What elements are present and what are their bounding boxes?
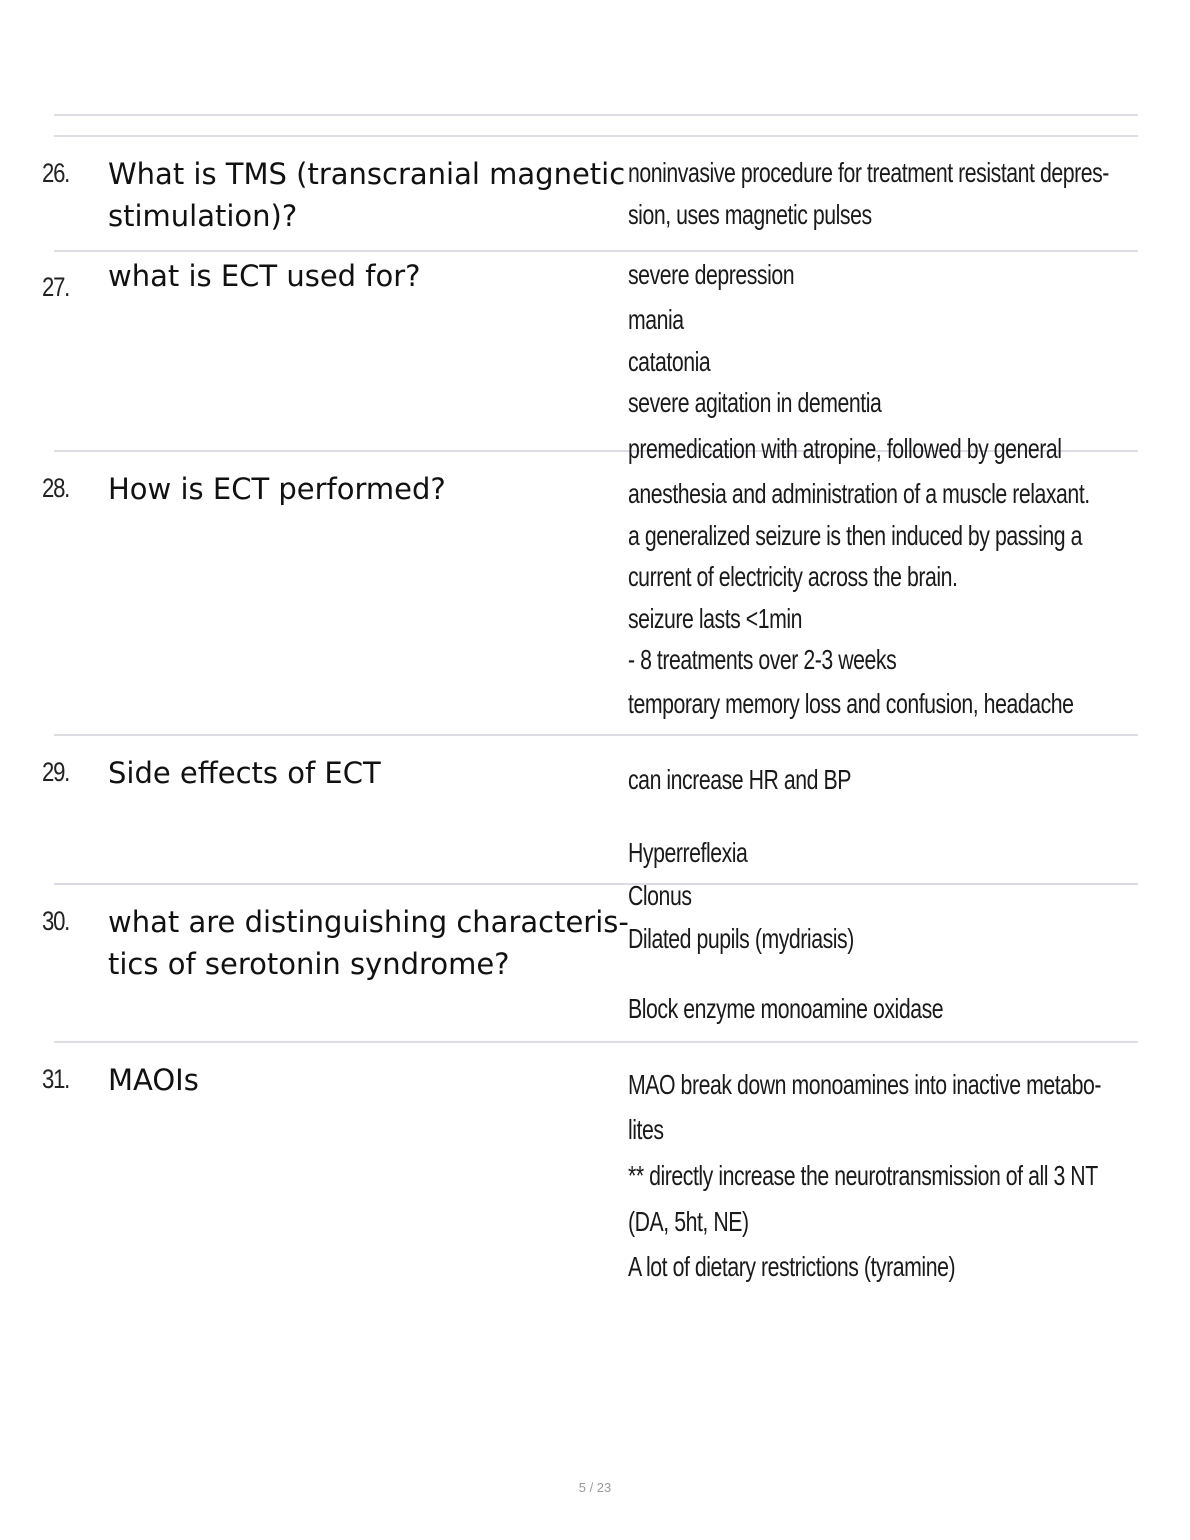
entry-question (108, 1059, 628, 1101)
entry-number: 27. (42, 272, 70, 302)
answer-line: mania (628, 304, 684, 335)
answer-line: MAO break down monoamines into inactive metabo- (628, 1069, 1101, 1100)
row-divider (54, 250, 1138, 252)
answer-line: Block enzyme monoamine oxidase (628, 993, 944, 1024)
top-rule-1 (54, 114, 1138, 116)
answer-line: - 8 treatments over 2-3 weeks (628, 644, 897, 675)
question-line: what are distinguishing characteris- (108, 905, 629, 939)
answer-line: a generalized seizure is then induced by passing a (628, 520, 1082, 551)
answer-line: Hyperreflexia (628, 837, 748, 868)
answer-line: sion, uses magnetic pulses (628, 199, 872, 230)
answer-line: can increase HR and BP (628, 764, 851, 795)
question-line: What is TMS (transcranial magnetic (108, 157, 626, 191)
page-number: 5 / 23 (578, 1480, 612, 1495)
entry-question (108, 752, 628, 794)
answer-line: temporary memory loss and confusion, headache (628, 688, 1074, 719)
entry-question (108, 255, 628, 297)
answer-line: ** directly increase the neurotransmission of all 3 NT (628, 1160, 1098, 1191)
row-divider (54, 883, 1138, 885)
answer-line: A lot of dietary restrictions (tyramine) (628, 1251, 956, 1282)
answer-line: catatonia (628, 346, 711, 377)
question-line: Side effects of ECT (108, 756, 381, 790)
answer-line: lites (628, 1114, 664, 1145)
answer-line: Dilated pupils (mydriasis) (628, 923, 854, 954)
answer-line: seizure lasts <1min (628, 603, 803, 634)
entry-question (108, 153, 628, 237)
top-rule-2 (54, 135, 1138, 137)
answer-line: anesthesia and administration of a muscle relaxant. (628, 478, 1090, 509)
entry-number: 30. (42, 906, 70, 936)
answer-line: severe depression (628, 259, 795, 290)
answer-line: severe agitation in dementia (628, 387, 882, 418)
question-line: How is ECT performed? (108, 472, 446, 506)
entry-number: 31. (42, 1064, 70, 1094)
row-divider (54, 1041, 1138, 1043)
entry-number: 28. (42, 473, 70, 503)
entry-question (108, 468, 628, 510)
question-line: tics of serotonin syndrome? (108, 947, 510, 981)
question-line: MAOIs (108, 1063, 199, 1097)
answer-line: (DA, 5ht, NE) (628, 1206, 749, 1237)
answer-line: current of electricity across the brain. (628, 561, 958, 592)
row-divider (54, 734, 1138, 736)
answer-line: Clonus (628, 880, 692, 911)
entry-number: 29. (42, 757, 70, 787)
question-line: what is ECT used for? (108, 259, 421, 293)
entry-question (108, 901, 628, 985)
answer-line: premedication with atropine, followed by general (628, 433, 1062, 464)
answer-line: noninvasive procedure for treatment resistant depres- (628, 157, 1109, 188)
question-line: stimulation)? (108, 199, 298, 233)
entry-number: 26. (42, 158, 70, 188)
